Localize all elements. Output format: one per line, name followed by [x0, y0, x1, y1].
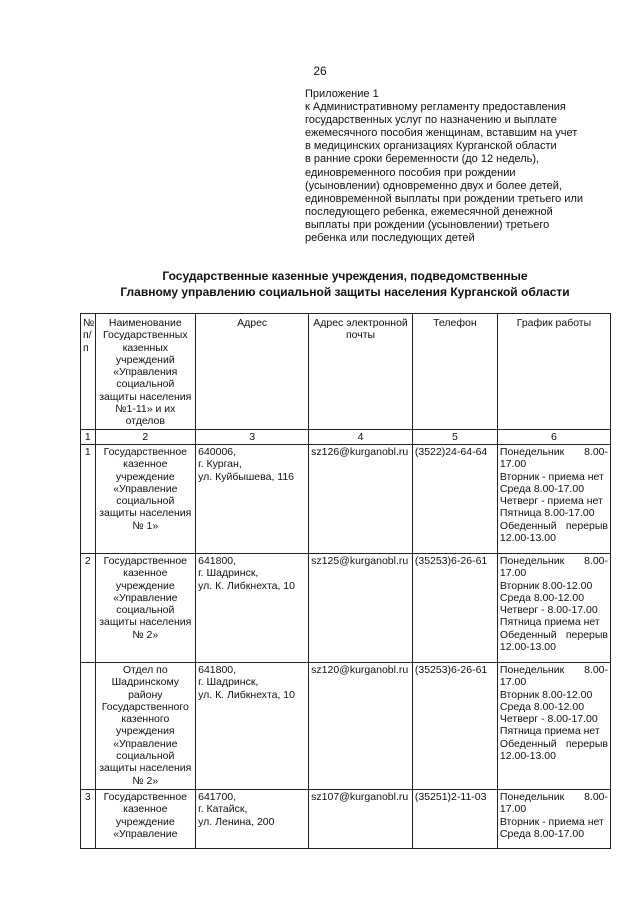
schedule-line: Вторник 8.00-12.00: [499, 688, 593, 701]
schedule-line: Вторник - приема нет: [499, 815, 604, 828]
schedule-time: 8.00-: [584, 554, 608, 567]
institutions-table: [80, 313, 611, 849]
work-schedule: [497, 553, 610, 662]
appendix-line: ребенка или последующих детей: [305, 232, 475, 245]
schedule-line: [500, 629, 608, 641]
schedule-time: 8.00-: [584, 663, 608, 676]
address-line: ул. К. Либкнехта, 10: [198, 688, 295, 701]
institution-phone: (35251)2-11-03: [412, 789, 497, 848]
schedule-line: Четверг - 8.00-17.00: [499, 604, 598, 617]
schedule-line: Четверг - 8.00-17.00: [499, 713, 598, 726]
schedule-line: Среда 8.00-12.00: [499, 700, 585, 713]
index-cell: 1: [81, 429, 96, 444]
appendix-line: единовременного пособия при рождении: [305, 166, 516, 179]
header-name: Наименование Государственных казенных учреждений «Управления социальной защиты населения №1-11» и их отделов: [95, 314, 196, 430]
schedule-line: Среда 8.00-17.00: [499, 482, 585, 495]
institution-name: Государственное казенное учреждение «Управление социальной защиты населения № 1»: [95, 444, 196, 553]
institution-email: sz126@kurganobl.ru: [309, 444, 413, 553]
heading-line-1: Государственные казенные учреждения, подведомственные: [162, 269, 528, 283]
appendix-line: ежемесячного пособия женщинам, вставшим на учет: [305, 127, 578, 140]
schedule-line: 17.00: [499, 676, 527, 689]
row-number: 2: [81, 553, 96, 662]
schedule-line: Вторник - приема нет: [499, 470, 604, 483]
table-header-row: [81, 314, 611, 430]
address-line: 641700,: [198, 790, 237, 803]
index-cell: 5: [412, 429, 497, 444]
work-schedule: [497, 444, 610, 553]
schedule-line: [500, 738, 608, 750]
schedule-line: [500, 446, 608, 458]
schedule-line: 17.00: [499, 803, 527, 816]
schedule-line: [500, 791, 608, 803]
schedule-line: Вторник 8.00-12.00: [499, 579, 593, 592]
address-line: ул. Ленина, 200: [198, 815, 275, 828]
address-line: г. Курган,: [198, 458, 242, 471]
address-line: 640006,: [198, 445, 237, 458]
schedule-line: Пятница 8.00-17.00: [499, 507, 595, 520]
column-index-row: [81, 429, 611, 444]
work-schedule: [497, 789, 610, 848]
appendix-line: Приложение 1: [305, 88, 379, 100]
lunch-label: перерыв: [565, 737, 608, 750]
address-line: г. Катайск,: [198, 803, 248, 816]
heading-line-2: Главному управлению социальной защиты населения Курганской области: [120, 285, 570, 299]
lunch-label: перерыв: [565, 628, 608, 641]
address-line: г. Шадринск,: [198, 567, 259, 580]
index-cell: 4: [309, 429, 413, 444]
institution-email: sz120@kurganobl.ru: [309, 662, 413, 789]
row-number: 1: [81, 444, 96, 553]
schedule-line: 17.00: [499, 458, 527, 471]
address-line: ул. Куйбышева, 116: [198, 470, 295, 483]
appendix-line: выплаты при рождении (усыновлении) третьего: [305, 218, 550, 231]
institution-phone: (35253)6-26-61: [412, 662, 497, 789]
schedule-line: 17.00: [499, 567, 527, 580]
lunch-time: 12.00-13.00: [499, 750, 556, 763]
lunch-label: Обеденный: [499, 737, 557, 750]
row-number: 3: [81, 789, 96, 848]
schedule-line: [500, 555, 608, 567]
schedule-line: [500, 520, 608, 532]
lunch-label: Обеденный: [499, 519, 557, 532]
appendix-line: последующего ребенка, ежемесячной денежной: [305, 205, 553, 218]
lunch-time: 12.00-13.00: [499, 532, 556, 545]
table-row: [81, 553, 611, 662]
header-phone: Телефон: [412, 314, 497, 430]
header-num: № п/ п: [81, 314, 96, 430]
index-cell: 6: [497, 429, 610, 444]
appendix-line: к Административному регламенту предоставления: [305, 101, 566, 114]
document-heading: [80, 268, 610, 300]
schedule-day: Понедельник: [499, 554, 565, 567]
schedule-day: Понедельник: [499, 790, 565, 803]
index-cell: 2: [95, 429, 196, 444]
lunch-label: перерыв: [565, 519, 608, 532]
table-row: [81, 444, 611, 553]
institution-email: sz125@kurganobl.ru: [309, 553, 413, 662]
header-email: Адрес электронной почты: [309, 314, 413, 430]
schedule-line: Пятница приема нет: [499, 616, 600, 629]
institution-name: Государственное казенное учреждение «Управление социальной защиты населения № 2»: [95, 553, 196, 662]
lunch-label: Обеденный: [499, 628, 557, 641]
appendix-line: единовременной выплаты при рождении третьего или: [305, 192, 584, 205]
institution-email: sz107@kurganobl.ru: [309, 789, 413, 848]
address-line: ул. К. Либкнехта, 10: [198, 579, 295, 592]
institution-name: Отдел по Шадринскому району Государственного казенного учреждения «Управление социальной защиты населения № 2»: [95, 662, 196, 789]
schedule-line: Среда 8.00-12.00: [499, 591, 585, 604]
appendix-line: в медицинских организациях Курганской области: [305, 140, 557, 153]
appendix-line: (усыновлении) одновременно двух и более детей,: [305, 179, 562, 192]
appendix-note: [305, 88, 605, 245]
schedule-line: [500, 664, 608, 676]
lunch-time: 12.00-13.00: [499, 641, 556, 654]
table-row: [81, 789, 611, 848]
institution-phone: (3522)24-64-64: [412, 444, 497, 553]
schedule-line: Среда 8.00-17.00: [499, 827, 585, 840]
institution-address: [196, 553, 309, 662]
schedule-line: Четверг - приема нет: [499, 495, 603, 508]
page-number: 26: [313, 64, 327, 78]
institution-name: Государственное казенное учреждение «Управление: [95, 789, 196, 848]
schedule-day: Понедельник: [499, 445, 565, 458]
institution-address: [196, 662, 309, 789]
schedule-time: 8.00-: [584, 445, 608, 458]
work-schedule: [497, 662, 610, 789]
appendix-line: государственных услуг по назначению и выплате: [305, 114, 557, 127]
schedule-line: Пятница приема нет: [499, 725, 600, 738]
schedule-time: 8.00-: [584, 790, 608, 803]
address-line: 641800,: [198, 554, 237, 567]
address-line: г. Шадринск,: [198, 676, 259, 689]
index-cell: 3: [196, 429, 309, 444]
institution-address: [196, 444, 309, 553]
header-schedule: График работы: [497, 314, 610, 430]
table-row: [81, 662, 611, 789]
institution-phone: (35253)6-26-61: [412, 553, 497, 662]
row-number: [81, 662, 96, 789]
appendix-line: в ранние сроки беременности (до 12 недель),: [305, 153, 540, 166]
institution-address: [196, 789, 309, 848]
schedule-day: Понедельник: [499, 663, 565, 676]
address-line: 641800,: [198, 663, 237, 676]
header-address: Адрес: [196, 314, 309, 430]
